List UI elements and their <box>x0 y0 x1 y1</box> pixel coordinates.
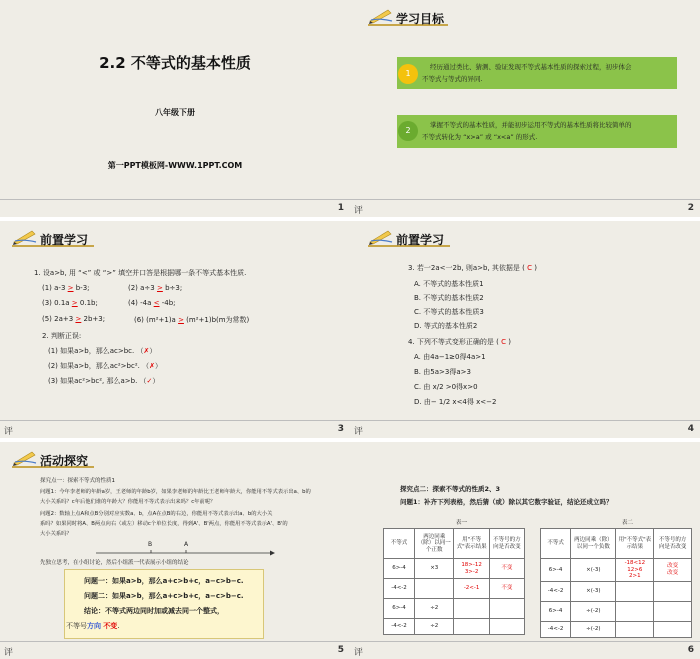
header-cell: 两边同乘（除）以同一个正数 <box>415 529 454 559</box>
number-line <box>96 549 276 557</box>
header-cell: 不等式 <box>541 529 571 559</box>
table-cell[interactable] <box>654 581 692 601</box>
q3-option-d: D. 等式的基本性质2 <box>414 322 478 330</box>
table-cell[interactable] <box>616 601 654 621</box>
q4-option-c: C. 由 x/2 >0得x>0 <box>414 383 478 391</box>
slide-title: 2.2 不等式的基本性质 <box>99 54 251 72</box>
judge-3: (3) 如果ac²>bc², 那么a>b. （✓） <box>48 377 160 385</box>
table-cell <box>415 579 454 599</box>
axis-label-b: B <box>148 541 153 548</box>
header-cell: 不等号的方向是否改变 <box>489 529 524 559</box>
header-cell: 不等号的方向是否改变 <box>654 529 692 559</box>
table-row <box>541 621 692 637</box>
slide-number: 3 <box>337 424 344 434</box>
table-header <box>541 529 692 559</box>
table-cell[interactable] <box>616 621 654 637</box>
table-cell: ÷2 <box>415 619 454 635</box>
table-1-title: 表一 <box>456 520 468 526</box>
table-cell: -4<-2 <box>541 621 571 637</box>
item-4: (4) -4a < -4b; <box>128 299 176 307</box>
table-cell: -4<-2 <box>384 579 415 599</box>
grade-label: 八年级下册 <box>155 108 195 117</box>
item-2: (2) a÷3 > b÷3; <box>128 284 183 292</box>
table-row <box>384 579 525 599</box>
pencil-icon <box>12 227 38 245</box>
table-cell[interactable]: 18>-12 3>-2 <box>454 559 489 579</box>
table-cell: 6>-4 <box>384 599 415 619</box>
comment-icon[interactable]: 评 <box>354 427 364 437</box>
discussion-hint: 先独立思考，在小组讨论，然后小组派一代表展示小组的结论 <box>40 560 189 566</box>
goal-circle-1: 1 <box>398 64 418 84</box>
table-cell: ×(-3) <box>571 581 616 601</box>
slide-number: 4 <box>687 424 694 434</box>
table-cell: 6>-4 <box>384 559 415 579</box>
axis-label-a: A <box>184 541 189 548</box>
table-2-title: 表二 <box>622 520 634 526</box>
table-cell: -4<-2 <box>541 581 571 601</box>
table-cell: -4<-2 <box>384 619 415 635</box>
slide-6[interactable] <box>350 442 700 659</box>
pencil-icon <box>368 6 394 24</box>
item-5: (5) 2a+3 > 2b+3; <box>42 315 106 323</box>
table-row <box>384 619 525 635</box>
table-cell: ×3 <box>415 559 454 579</box>
box-question-1: 问题一：如果a>b，那么a+c>b+c，a−c>b−c. <box>84 577 244 585</box>
table-row <box>541 601 692 621</box>
slide-title: 学习目标 <box>396 12 445 26</box>
slide-title: 前置学习 <box>396 233 445 247</box>
table-header <box>384 529 525 559</box>
table-cell[interactable]: -18<12 12>6 2>1 <box>616 559 654 582</box>
q4-option-a: A. 由4a−1≥0得4a>1 <box>414 353 486 361</box>
slide-footer <box>0 641 350 659</box>
box-conclusion: 结论：不等式两边同时加或减去同一个整式， <box>84 607 224 615</box>
table-cell[interactable] <box>654 601 692 621</box>
table-row <box>541 581 692 601</box>
table-cell: 6>-4 <box>541 559 571 582</box>
problem-2-line-2: 系吗？如果同时将A、B两点向右（或左）移动c个单位长度，得到A'、B'两点，你能用不等式表示A'、B'的 <box>40 521 288 527</box>
problem-2-line-3: 大小关系吗？ <box>40 531 72 537</box>
table-cell: ÷(-2) <box>571 601 616 621</box>
table-cell: ÷(-2) <box>571 621 616 637</box>
table-cell[interactable] <box>489 599 524 619</box>
slide-footer <box>0 420 350 438</box>
slide-number: 2 <box>687 203 694 213</box>
table-cell[interactable] <box>616 581 654 601</box>
header-cell: 用"不等式"表示结果 <box>454 529 489 559</box>
comment-icon[interactable]: 评 <box>354 648 364 658</box>
slide-number: 6 <box>687 645 694 655</box>
judge-1: (1) 如果a>b，那么ac>bc. （✗） <box>48 347 157 355</box>
problem-1-line-2: 大小关系吗？c年后他们谁的年龄大？你能用不等式表示出来吗？c年前呢？ <box>40 499 216 505</box>
table-row <box>384 599 525 619</box>
slide-3[interactable] <box>0 221 350 438</box>
slide-5[interactable] <box>0 442 350 659</box>
judge-2: (2) 如果a>b，那么ac²>bc². （✗） <box>48 362 162 370</box>
table-cell[interactable] <box>454 599 489 619</box>
brand-label: 第一PPT模板网-WWW.1PPT.COM <box>107 161 243 170</box>
comment-icon[interactable]: 评 <box>354 206 364 216</box>
slide-footer <box>350 420 700 438</box>
slide-number: 1 <box>337 203 344 213</box>
table-cell: ×(-3) <box>571 559 616 582</box>
goal-text-1b: 不等式与等式的异同. <box>422 75 483 83</box>
q4-option-b: B. 由5a>3得a>3 <box>414 368 471 376</box>
q4-option-d: D. 由− 1/2 x<4得 x<−2 <box>414 398 497 406</box>
question-2: 2. 判断正误: <box>42 332 82 340</box>
explore-point-2: 探究点二：探索不等式的性质2、3 <box>400 485 501 493</box>
header-cell: 不等式 <box>384 529 415 559</box>
table-cell[interactable]: 改变 改变 <box>654 559 692 582</box>
comment-icon[interactable]: 评 <box>4 648 14 658</box>
table-row <box>384 559 525 579</box>
table-cell[interactable]: 不变 <box>489 579 524 599</box>
slide-footer <box>0 199 350 217</box>
header-cell: 用"不等式"表示结果 <box>616 529 654 559</box>
problem-2-line-1: 问题2：数轴上点A和点B分别对应实数a、b，点A在点B的右边，你能用不等式表示出a、b的大小关 <box>40 511 273 517</box>
problem-1-line-1: 问题1：今年李老师的年龄a岁，王老师的年龄b岁，如果李老师的年龄比王老师年龄大，你能用不等式表示出a、b的 <box>40 489 311 495</box>
q3-option-a: A. 不等式的基本性质1 <box>414 280 484 288</box>
slide-footer <box>350 199 700 217</box>
table-cell[interactable] <box>454 619 489 635</box>
slide-title: 活动探究 <box>40 454 89 468</box>
goal-circle-2: 2 <box>398 121 418 141</box>
slide-footer <box>350 641 700 659</box>
problem-1: 问题1：补齐下列表格，然后猜（或）除以其它数字验证，结论还成立吗？ <box>400 498 613 506</box>
table-cell: 6>-4 <box>541 601 571 621</box>
slide-1[interactable] <box>0 0 350 217</box>
goal-text-1a: 经历通过类比、猜测、验证发现不等式基本性质的探索过程，初步体会 <box>430 63 632 71</box>
header-cell: 两边同乘（除）以同一个负数 <box>571 529 616 559</box>
table-cell[interactable]: -2<-1 <box>454 579 489 599</box>
table-1 <box>383 528 525 635</box>
table-cell[interactable] <box>489 619 524 635</box>
box-question-2: 问题二：如果a>b，那么a+c>b+c，a−c>b−c. <box>84 592 244 600</box>
slide-title: 前置学习 <box>40 233 89 247</box>
q3-option-b: B. 不等式的基本性质2 <box>414 294 484 302</box>
table-row <box>541 559 692 582</box>
question-3: 3. 若一2a<一2b, 则a>b, 其依据是 ( C ) <box>408 264 537 272</box>
goal-text-2b: 不等式转化为 “x>a” 或 “x<a” 的形式. <box>422 133 538 141</box>
q3-option-c: C. 不等式的基本性质3 <box>414 308 484 316</box>
question-4: 4. 下列不等式变形正确的是 ( C ) <box>408 338 511 346</box>
pencil-icon <box>368 227 394 245</box>
pencil-icon <box>12 448 38 466</box>
explore-point-1: 探究点一：探索不等式的性质1 <box>40 478 116 484</box>
comment-icon[interactable]: 评 <box>4 427 14 437</box>
slide-2[interactable] <box>350 0 700 217</box>
table-cell: ÷2 <box>415 599 454 619</box>
question-1: 1. 设a>b, 用 “<” 或 “>” 填空并口答是根据哪一条不等式基本性质. <box>34 269 247 277</box>
table-cell[interactable]: 不变 <box>489 559 524 579</box>
table-cell[interactable] <box>654 621 692 637</box>
slide-4[interactable] <box>350 221 700 438</box>
table-2 <box>540 528 692 638</box>
item-6: (6) (m²+1)a > (m²+1)b(m为常数) <box>134 316 250 324</box>
goal-text-2a: 掌握不等式的基本性质，并能初步运用不等式的基本性质将比较简单的 <box>430 121 632 129</box>
box-tail: 不等号方向 不变. <box>66 622 120 630</box>
item-1: (1) a-3 > b-3; <box>42 284 90 292</box>
slide-number: 5 <box>337 645 344 655</box>
item-3: (3) 0.1a > 0.1b; <box>42 299 98 307</box>
